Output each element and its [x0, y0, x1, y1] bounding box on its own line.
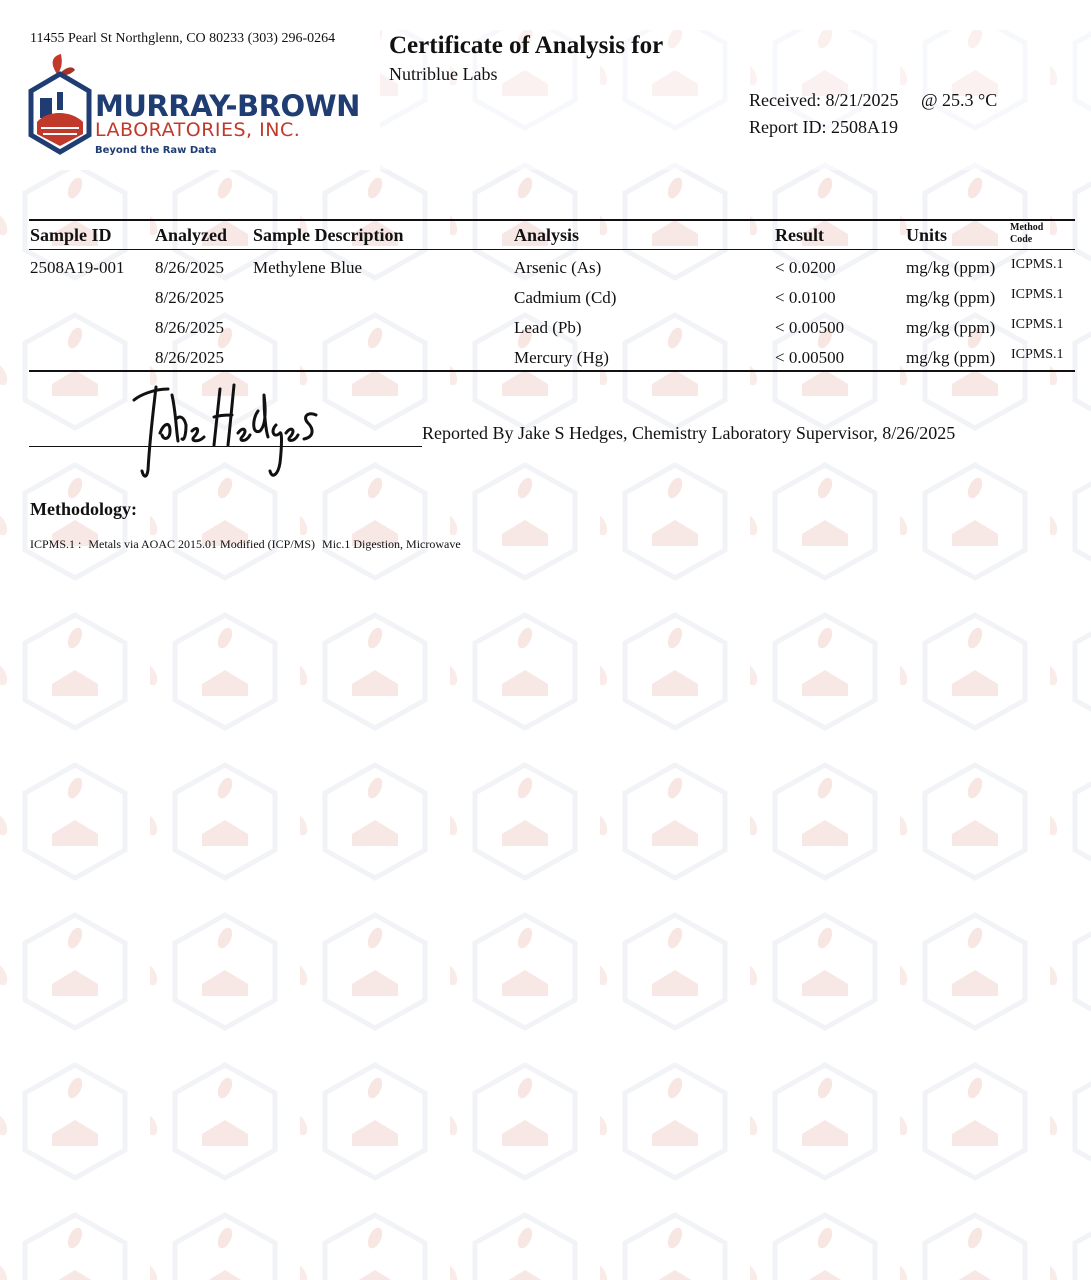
- cell-result: < 0.00500: [775, 318, 845, 337]
- table-header-rule: [29, 249, 1075, 250]
- cell-units: mg/kg (ppm): [906, 258, 996, 277]
- col-header-result: Result: [775, 225, 824, 245]
- methodology-digestion: Mic.1 Digestion, Microwave: [322, 537, 461, 551]
- page-title: Certificate of Analysis for: [389, 32, 664, 59]
- cell-result: < 0.0200: [775, 258, 836, 277]
- handwritten-signature: [120, 375, 340, 485]
- cell-method: ICPMS.1: [1011, 287, 1064, 302]
- cell-analysis: Cadmium (Cd): [514, 288, 617, 307]
- cell-method: ICPMS.1: [1011, 317, 1064, 332]
- cell-description: Methylene Blue: [253, 258, 363, 277]
- col-header-method-code: [1010, 222, 1043, 246]
- cell-analyzed: 8/26/2025: [155, 288, 224, 307]
- cell-analyzed: 8/26/2025: [155, 348, 224, 367]
- cell-analyzed: 8/26/2025: [155, 258, 224, 277]
- report-id-label: Report ID:: [749, 117, 827, 137]
- cell-result: < 0.0100: [775, 288, 836, 307]
- report-id-info: [749, 117, 898, 138]
- col-header-method-line2: Code: [1010, 234, 1033, 245]
- table-top-rule: [29, 219, 1075, 221]
- logo-subtitle: LABORATORIES, INC.: [95, 119, 301, 141]
- logo-name: MURRAY-BROWN: [95, 89, 360, 123]
- methodology-heading: Methodology:: [30, 499, 137, 519]
- col-header-units: Units: [906, 225, 948, 245]
- cell-units: mg/kg (ppm): [906, 318, 996, 337]
- cell-analysis: Lead (Pb): [514, 318, 582, 337]
- cell-method: ICPMS.1: [1011, 257, 1064, 272]
- col-header-method-line1: Method: [1010, 222, 1044, 233]
- methodology-description: Metals via AOAC 2015.01 Modified (ICP/MS): [88, 537, 316, 551]
- logo-tagline: Beyond the Raw Data: [95, 145, 217, 156]
- client-name: Nutriblue Labs: [389, 64, 498, 84]
- lab-address: 11455 Pearl St Northglenn, CO 80233 (303) 296-0264: [30, 31, 336, 46]
- received-info: [749, 90, 997, 111]
- received-label: Received:: [749, 90, 821, 110]
- signature-line: [29, 446, 422, 447]
- cell-result: < 0.00500: [775, 348, 845, 367]
- logo-emblem-icon: [27, 52, 93, 156]
- cell-method: ICPMS.1: [1011, 347, 1064, 362]
- received-temperature: @ 25.3 °C: [920, 90, 998, 110]
- cell-units: mg/kg (ppm): [906, 348, 996, 367]
- methodology-code: ICPMS.1 :: [30, 537, 82, 551]
- report-id: 2508A19: [830, 117, 898, 137]
- col-header-analysis: Analysis: [514, 225, 580, 245]
- methodology-entry: [30, 537, 465, 552]
- cell-analyzed: 8/26/2025: [155, 318, 224, 337]
- col-header-sample-id: Sample ID: [30, 225, 112, 245]
- company-logo: [27, 52, 367, 162]
- col-header-description: Sample Description: [253, 225, 404, 245]
- cell-units: mg/kg (ppm): [906, 288, 996, 307]
- cell-analysis: Mercury (Hg): [514, 348, 609, 367]
- col-header-analyzed: Analyzed: [155, 225, 227, 245]
- table-bottom-rule: [29, 370, 1075, 372]
- reported-by: Reported By Jake S Hedges, Chemistry Laboratory Supervisor, 8/26/2025: [422, 423, 956, 443]
- received-date: 8/21/2025: [825, 90, 899, 110]
- cell-sample-id: 2508A19-001: [30, 258, 125, 277]
- cell-analysis: Arsenic (As): [514, 258, 602, 277]
